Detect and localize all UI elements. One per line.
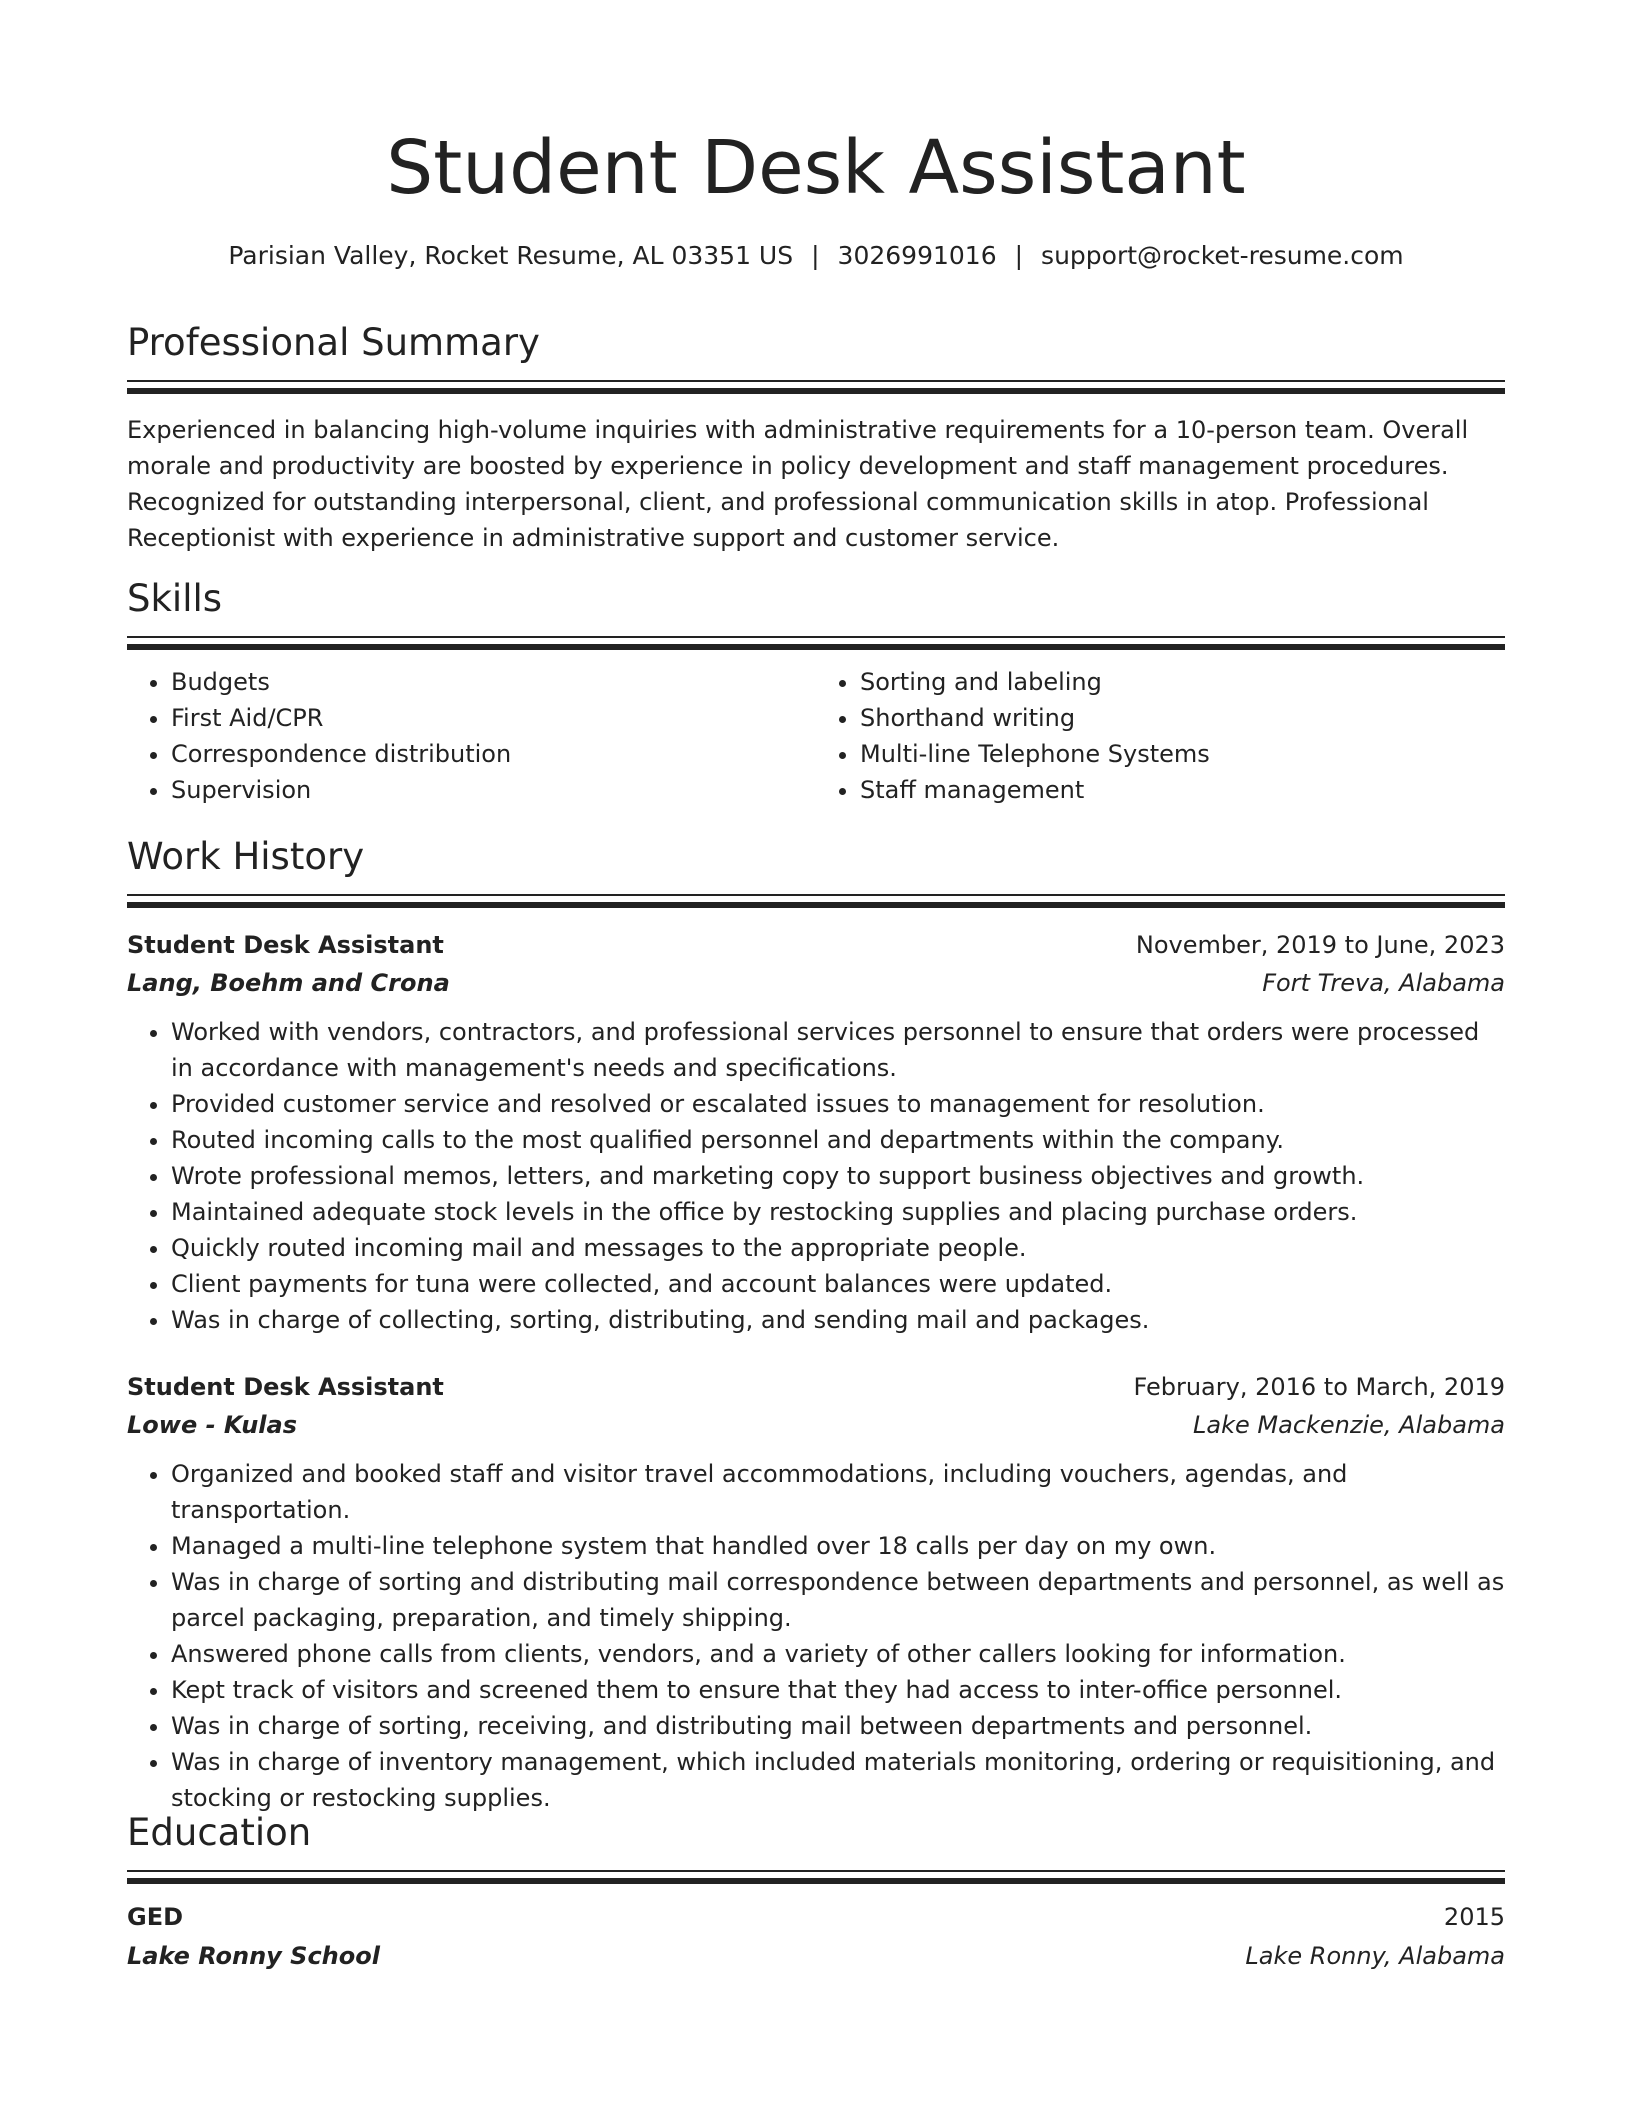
contact-email: support@rocket-resume.com [1041,241,1404,270]
contact-address: Parisian Valley, Rocket Resume, AL 03351 US [228,241,794,270]
job-location: Lake Mackenzie, Alabama [1193,1411,1505,1439]
skills-columns [127,664,1505,808]
summary-text: Experienced in balancing high-volume inquiries with administrative requirements for a 10-person team. Overall morale and productivity are boosted by experience in policy development and staff management procedures. Recognized for outstanding interpersonal, client, and professional communication skills in atop. Professional Receptionist with experience in administrative support and customer service. [127,416,1469,552]
contact-separator: | [811,241,820,270]
education-entry [127,1898,1505,1976]
resume-name: Student Desk Assistant [386,125,1246,211]
section-title-summary: Professional Summary [127,321,540,364]
skill-item: • Budgets [171,664,816,700]
job-entry [127,926,1505,1338]
job-subheader-row [127,1406,1505,1444]
job-title: Student Desk Assistant [127,1373,444,1401]
job-header-row [127,1368,1505,1406]
job-bullet: • Maintained adequate stock levels in the office by restocking supplies and placing purchase orders. [171,1194,1505,1230]
job-bullet: • Answered phone calls from clients, vendors, and a variety of other callers looking for information. [171,1636,1505,1672]
education-school: Lake Ronny School [127,1942,380,1970]
skill-item: • Shorthand writing [860,700,1505,736]
job-bullet: • Organized and booked staff and visitor travel accommodations, including vouchers, agendas, and transportation. [171,1456,1505,1528]
section-divider [127,380,1505,394]
work-section [127,832,1505,1816]
contact-separator: | [1014,241,1024,270]
job-location: Fort Treva, Alabama [1262,969,1505,997]
job-title: Student Desk Assistant [127,931,444,959]
education-degree: GED [127,1903,184,1931]
skill-item: • First Aid/CPR [171,700,816,736]
job-bullet: • Was in charge of inventory management, which included materials monitoring, ordering or requisitioning, and stocking or restocking supplies. [171,1744,1505,1816]
section-title-work: Work History [127,835,365,878]
skill-item: • Sorting and labeling [860,664,1505,700]
summary-section [127,318,1505,556]
job-bullet: • Kept track of visitors and screened them to ensure that they had access to inter-office personnel. [171,1672,1505,1708]
skills-list-right [816,664,1505,808]
job-bullet: • Routed incoming calls to the most qualified personnel and departments within the company. [171,1122,1505,1158]
job-dates: November, 2019 to June, 2023 [1135,931,1505,959]
job-bullet: • Was in charge of sorting and distributing mail correspondence between departments and personnel, as well as parcel packaging, preparation, and timely shipping. [171,1564,1505,1636]
education-year: 2015 [1443,1903,1505,1931]
job-dates: February, 2016 to March, 2019 [1133,1373,1505,1401]
job-bullet: • Managed a multi-line telephone system that handled over 18 calls per day on my own. [171,1528,1505,1564]
job-header-row [127,926,1505,964]
contact-line [127,236,1505,276]
education-header-row [127,1898,1505,1937]
job-company: Lang, Boehm and Crona [127,969,450,997]
job-bullet: • Worked with vendors, contractors, and professional services personnel to ensure that orders were processed in accordance with management's needs and specifications. [171,1014,1505,1086]
job-bullet: • Quickly routed incoming mail and messages to the appropriate people. [171,1230,1505,1266]
skill-item: • Correspondence distribution [171,736,816,772]
job-bullet: • Was in charge of sorting, receiving, and distributing mail between departments and personnel. [171,1708,1505,1744]
section-divider [127,1870,1505,1884]
job-bullet: • Was in charge of collecting, sorting, distributing, and sending mail and packages. [171,1302,1505,1338]
job-entry [127,1368,1505,1816]
skill-item: • Staff management [860,772,1505,808]
education-location: Lake Ronny, Alabama [1245,1942,1505,1970]
job-subheader-row [127,964,1505,1002]
job-bullet: • Provided customer service and resolved or escalated issues to management for resolution. [171,1086,1505,1122]
section-divider [127,636,1505,650]
skill-item: • Multi-line Telephone Systems [860,736,1505,772]
skill-item: • Supervision [171,772,816,808]
job-bullets [127,1014,1505,1338]
section-title-skills: Skills [127,577,223,620]
contact-phone: 3026991016 [837,241,997,270]
section-divider [127,894,1505,908]
job-bullets [127,1456,1505,1816]
job-bullet: • Client payments for tuna were collected, and account balances were updated. [171,1266,1505,1302]
education-subheader-row [127,1937,1505,1976]
section-title-education: Education [127,1811,312,1854]
education-section [127,1808,1505,1976]
job-bullet: • Wrote professional memos, letters, and marketing copy to support business objectives and growth. [171,1158,1505,1194]
job-company: Lowe - Kulas [127,1411,297,1439]
skills-list-left [127,664,816,808]
skills-section [127,574,1505,808]
